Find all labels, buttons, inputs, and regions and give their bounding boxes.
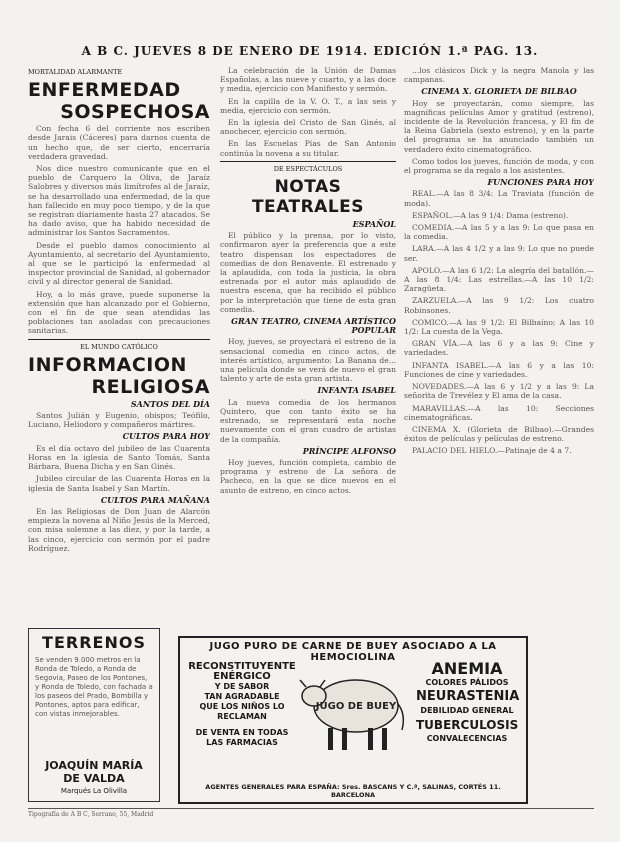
listing-entry: MARAVILLAS.—A las 10: Secciones cinematográficas. (404, 403, 594, 422)
ad-line: DEBILIDAD GENERAL (420, 706, 514, 715)
ad-line: QUE LOS NIÑOS LO RECLAMAN (199, 702, 285, 721)
section-kicker: EL MUNDO CATÓLICO (80, 342, 158, 351)
article-paragraph: ...los clásicos Dick y la negra Manola y las campanas. (404, 66, 594, 85)
article-paragraph: Santos Julián y Eugenio, obispos; Teófilo, Luciano, Heliodoro y compañeros mártires. (28, 411, 210, 430)
headline-line-2: RELIGIOSA (91, 375, 210, 398)
ad-title: TERRENOS (42, 633, 146, 652)
headline-line-2: SOSPECHOSA (60, 101, 210, 124)
article-paragraph: En las Escuelas Pías de San Antonio continúa la novena a su titular. (220, 139, 396, 158)
ad-line: RECONSTITUYENTE (188, 661, 296, 672)
article-paragraph: La nueva comedia de los hermanos Quintero, que con tanto éxito se ha estrenado, se representará esta noche nuevamente con el gran cuadro de artistas de la compañía. (220, 397, 396, 444)
subheading: SANTOS DEL DÍA (130, 398, 210, 409)
subheading: CULTOS PARA HOY (122, 431, 210, 442)
ad-line: TUBERCULOSIS (416, 718, 519, 732)
listing-entry: INFANTA ISABEL.—A las 6 y a las 10: Funciones de cine y variedades. (404, 360, 594, 379)
article-paragraph: Con fecha 6 del corriente nos escriben desde Jarais (Cáceres) para darnos cuenta de un hecho que, de ser cierto, encerraría verdadera gravedad. (28, 124, 210, 161)
column-1 (28, 66, 210, 616)
subheading: FUNCIONES PARA HOY (487, 177, 594, 188)
listing-entry: REAL.—A las 8 3/4: La Traviata (función de moda). (404, 189, 594, 208)
article-paragraph: La celebración de la Unión de Damas Españolas, a las nueve y cuarto, y a las doce y media, ejercicio con Manifiesto y sermón. (220, 66, 396, 94)
article-paragraph: El público y la prensa, por lo visto, confirmaron ayer la preferencia que a este teatro dispensan los espectadores de comedias de don Benavente. El estrenado y la aplaudida, con toda la justicia, la obra estrenada por el autor más aplaudido de nuestra escena, que ha recibido el público por la interpretación que tiene de esta gran comedia. (220, 231, 396, 314)
ad-line: LAS FARMACIAS (206, 738, 278, 747)
listing-entry: COMEDIA.—A las 5 y a las 9: Lo que pasa en la comedia. (404, 223, 594, 242)
ad-line: CONVALECENCIAS (426, 734, 508, 743)
headline-line-1: ENFERMEDAD (28, 79, 181, 102)
listing-entry: GRAN VÍA.—A las 6 y a las 9: Cine y variedades. (404, 339, 594, 358)
ad-signature-title: Marqués La Olivilla (60, 787, 128, 795)
article-paragraph: Nos dice nuestro comunicante que en el pueblo de Carquero la Oliva, de Jaraíz Salobres y diversos más limítrofes al de Jaraíz, se ha desarrollado una enfermedad, de la que han fallecido en muy poco tiempo, y de la que se registran diariamente hasta 27 atacados. Se ha dado aviso, que ha habido necesidad de administrar los Santos Sacramentos. (28, 164, 210, 238)
listing-entry: COMICO.—A las 9 1/2: El Bilbaíno; A las 10 1/2: La cuesta de la Vega. (404, 317, 594, 337)
ad-line: NEURASTENIA (416, 689, 520, 704)
page-header: A B C. JUEVES 8 DE ENERO DE 1914. EDICIÓN 1.ª PAG. 13. (81, 44, 539, 58)
subheading: CINEMA X. GLORIETA DE BILBAO (421, 86, 577, 97)
headline-line-1: INFORMACION (28, 353, 187, 376)
listing-entry: LARA.—A las 4 1/2 y a las 9: Lo que no puede ser. (404, 244, 594, 263)
article-paragraph: Hoy jueves, función completa, cambio de programa y estreno de La señora de Pacheco, en la que se dice nuevos en el asunto de estreno, en cinco actos. (220, 457, 396, 495)
article-paragraph: Hoy, jueves, se proyectará el estreno de la sensacional comedia en cinco actos, de interés artístico, argumento: La Banana de... una película donde se verá de nuevo el gran talento y arte de esta gran artista. (220, 337, 396, 384)
ad-bottom-line: AGENTES GENERALES PARA ESPAÑA: Sres. BASCANS Y C.ª, SALINAS, CORTÉS 11. BARCELONA (205, 783, 501, 799)
column-2 (220, 66, 396, 616)
subheading: GRAN TEATRO, CINEMA ARTÍSTICO POPULAR (231, 316, 396, 336)
ad-signature (35, 759, 153, 795)
article-paragraph: En la capilla de la V. O. T., a las seis y media, ejercicio con sermón. (220, 96, 396, 115)
ad-signature-name: JOAQUÍN MARÍA DE VALDA (45, 759, 143, 785)
article-paragraph: Jubileo circular de las Cuarenta Horas en la iglesia de Santa Isabel y San Martín. (28, 474, 210, 493)
ad-line: ANEMIA (431, 659, 503, 678)
subheading: INFANTA ISABEL (317, 385, 396, 396)
terrenos-ad (28, 628, 160, 802)
listing-entry: PALACIO DEL HIELO.—Patinaje de 4 a 7. (412, 446, 572, 456)
article-paragraph: Hoy, a lo más grave, puede suponerse la extensión que han alcanzado por el Gobierno, con el fin de que sean atendidas las poblaciones tan asoladas con precauciones sanitarias. (28, 289, 210, 336)
ad-line: TAN AGRADABLE (204, 692, 280, 701)
article-paragraph: En la iglesia del Cristo de San Ginés, al anochecer, ejercicio con sermón. (220, 118, 396, 137)
listing-entry: CINEMA X. (Glorieta de Bilbao).—Grandes éxitos de películas y películas de estreno. (404, 424, 594, 444)
listing-entry: NOVEDADES.—A las 6 y 1/2 y a las 9: La señorita de Trevélez y El ama de la casa. (404, 382, 594, 401)
listing-entry: APOLO.—A las 6 1/2: La alegría del batallón.—A las 8 1/4: Las estrellas.—A las 10 1/2: Zaragüeta. (404, 265, 594, 294)
section-kicker: MORTALIDAD ALARMANTE (28, 68, 123, 76)
page-footer: Tipografía de A B C, Serrano, 55, Madrid (28, 808, 594, 818)
ad-top-line: JUGO PURO DE CARNE DE BUEY ASOCIADO A LA HEMOCIOLINA (209, 641, 497, 663)
ad-line: Y DE SABOR (214, 682, 270, 691)
ad-line: DE VENTA EN TODAS (195, 728, 289, 737)
divider (28, 339, 210, 340)
ad-line: COLORES PÁLIDOS (425, 678, 509, 687)
subheading: PRÍNCIPE ALFONSO (302, 445, 396, 456)
subheading: CULTOS PARA MAÑANA (100, 494, 210, 505)
listing-entry: ZARZUELA.—A las 9 1/2: Los cuatro Robinsones. (404, 296, 594, 315)
listing-entry: ESPAÑOL.—A las 9 1/4: Dama (estreno). (412, 210, 569, 220)
subheading: ESPAÑOL (352, 219, 396, 230)
jugo-de-buey-ad (178, 636, 528, 804)
bull-brand-text: JUGO DE BUEY (315, 701, 397, 712)
article-paragraph: En las Religiosas de Don Juan de Alarcón empieza la novena al Niño Jesús de la Merced, con misa solemne a las diez, y por la tarde, a las cinco, ejercicio con sermón por el padre Rodríguez. (28, 506, 210, 553)
section-kicker: DE ESPECTÁCULOS (273, 164, 343, 173)
ad-body: Se venden 9.000 metros en la Ronda de Toledo, a Ronda de Segovia, Paseo de los Pontones, y Ronda de Toledo, con fachada a los paseos del Prado, Bombilla y Pontones, aptos para edificar, con vistas inmejorables. (35, 656, 153, 718)
article-paragraph: Como todos los jueves, función de moda, y con el programa se da regalo a los asistentes. (404, 156, 594, 176)
article-paragraph: Hoy se proyectarán, como siempre, las magníficas películas Amor y gratitud (estreno), incidente de la Revolución francesa, y El fin de la Reina Gabriela (sexto estreno), y en la parte del programa se ha anunciado también un verdadero éxito cinematográfico. (404, 98, 594, 154)
ad-left-block (188, 662, 296, 748)
article-paragraph: Es el día octavo del jubileo de las Cuarenta Horas en la iglesia de Santo Tomás, Santa Bárbara, Buena Dicha y en San Ginés. (28, 443, 210, 472)
headline: NOTAS TEATRALES (251, 177, 365, 218)
divider (220, 161, 396, 162)
ad-right-block (416, 660, 518, 744)
column-3 (404, 66, 594, 616)
bull-illustration (298, 654, 408, 764)
ad-line: ENÉRGICO (213, 671, 271, 682)
article-paragraph: Desde el pueblo damos conocimiento al Ayuntamiento, al secretario del Ayuntamiento, al que se le participó la enfermedad al inspector provincial de Sanidad, al gobernador civil y al director general de Sanidad. (28, 240, 210, 287)
